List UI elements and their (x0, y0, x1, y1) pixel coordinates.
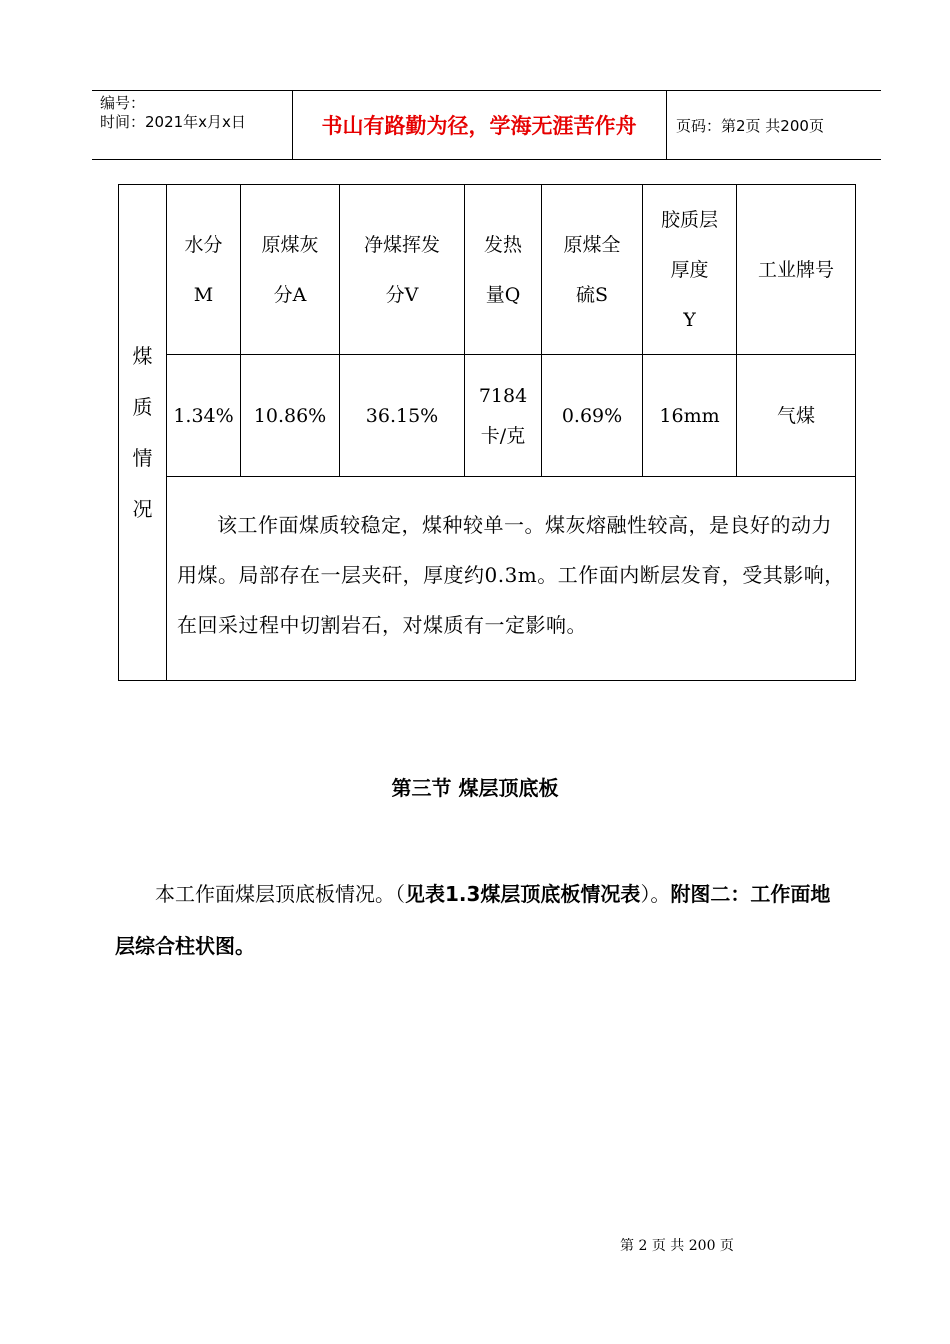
code-label: 编号： (100, 94, 146, 112)
side-label-char: 情 (132, 445, 153, 470)
header-sulfur: 原煤全 硫S (542, 185, 643, 355)
side-label (119, 185, 167, 681)
table-reference: 见表1.3煤层顶底板情况表 (405, 882, 641, 906)
table-header-row (119, 185, 856, 355)
table-value-row (119, 355, 856, 477)
header-divider (292, 91, 293, 159)
paragraph-text: 本工作面煤层顶底板情况。（ (155, 882, 405, 906)
table-note-row (119, 477, 856, 681)
section-title: 第三节 煤层顶底板 (391, 776, 559, 800)
value-moisture: 1.34% (167, 355, 241, 477)
coal-quality-table (118, 184, 856, 681)
header-grade: 工业牌号 (737, 185, 856, 355)
value-colloid-thickness: 16mm (643, 355, 737, 477)
header-ash: 原煤灰 分A (241, 185, 340, 355)
value-volatile: 36.15% (340, 355, 465, 477)
value-grade: 气煤 (737, 355, 856, 477)
paragraph-text: ）。 (640, 882, 671, 906)
header-divider (666, 91, 667, 159)
side-label-char: 质 (132, 394, 153, 419)
time-label: 时间：2021年x月x日 (100, 113, 246, 131)
header-calorific: 发热 量Q (465, 185, 542, 355)
header-volatile: 净煤挥发 分V (340, 185, 465, 355)
header-page-info: 页码：第2页 共200页 (676, 116, 824, 135)
figure-reference: 附图二：工作面地层综合柱状图。 (115, 882, 831, 958)
header-motto: 书山有路勤为径，学海无涯苦作舟 (321, 114, 637, 138)
header-colloid-thickness: 胶质层 厚度 Y (643, 185, 737, 355)
page-header (92, 90, 881, 160)
header-meta (100, 94, 290, 132)
page-footer: 第 2 页 共 200 页 (620, 1238, 734, 1254)
body-paragraph (115, 868, 850, 972)
value-ash: 10.86% (241, 355, 340, 477)
value-sulfur: 0.69% (542, 355, 643, 477)
value-calorific: 7184 卡/克 (465, 355, 542, 477)
quality-note: 该工作面煤质较稳定，煤种较单一。煤灰熔融性较高，是良好的动力用煤。局部存在一层夹矸，厚度约0.3m。工作面内断层发育，受其影响，在回采过程中切割岩石，对煤质有一定影响。 (167, 477, 856, 681)
header-moisture: 水分 M (167, 185, 241, 355)
side-label-char: 况 (132, 496, 153, 521)
side-label-char: 煤 (132, 343, 153, 368)
